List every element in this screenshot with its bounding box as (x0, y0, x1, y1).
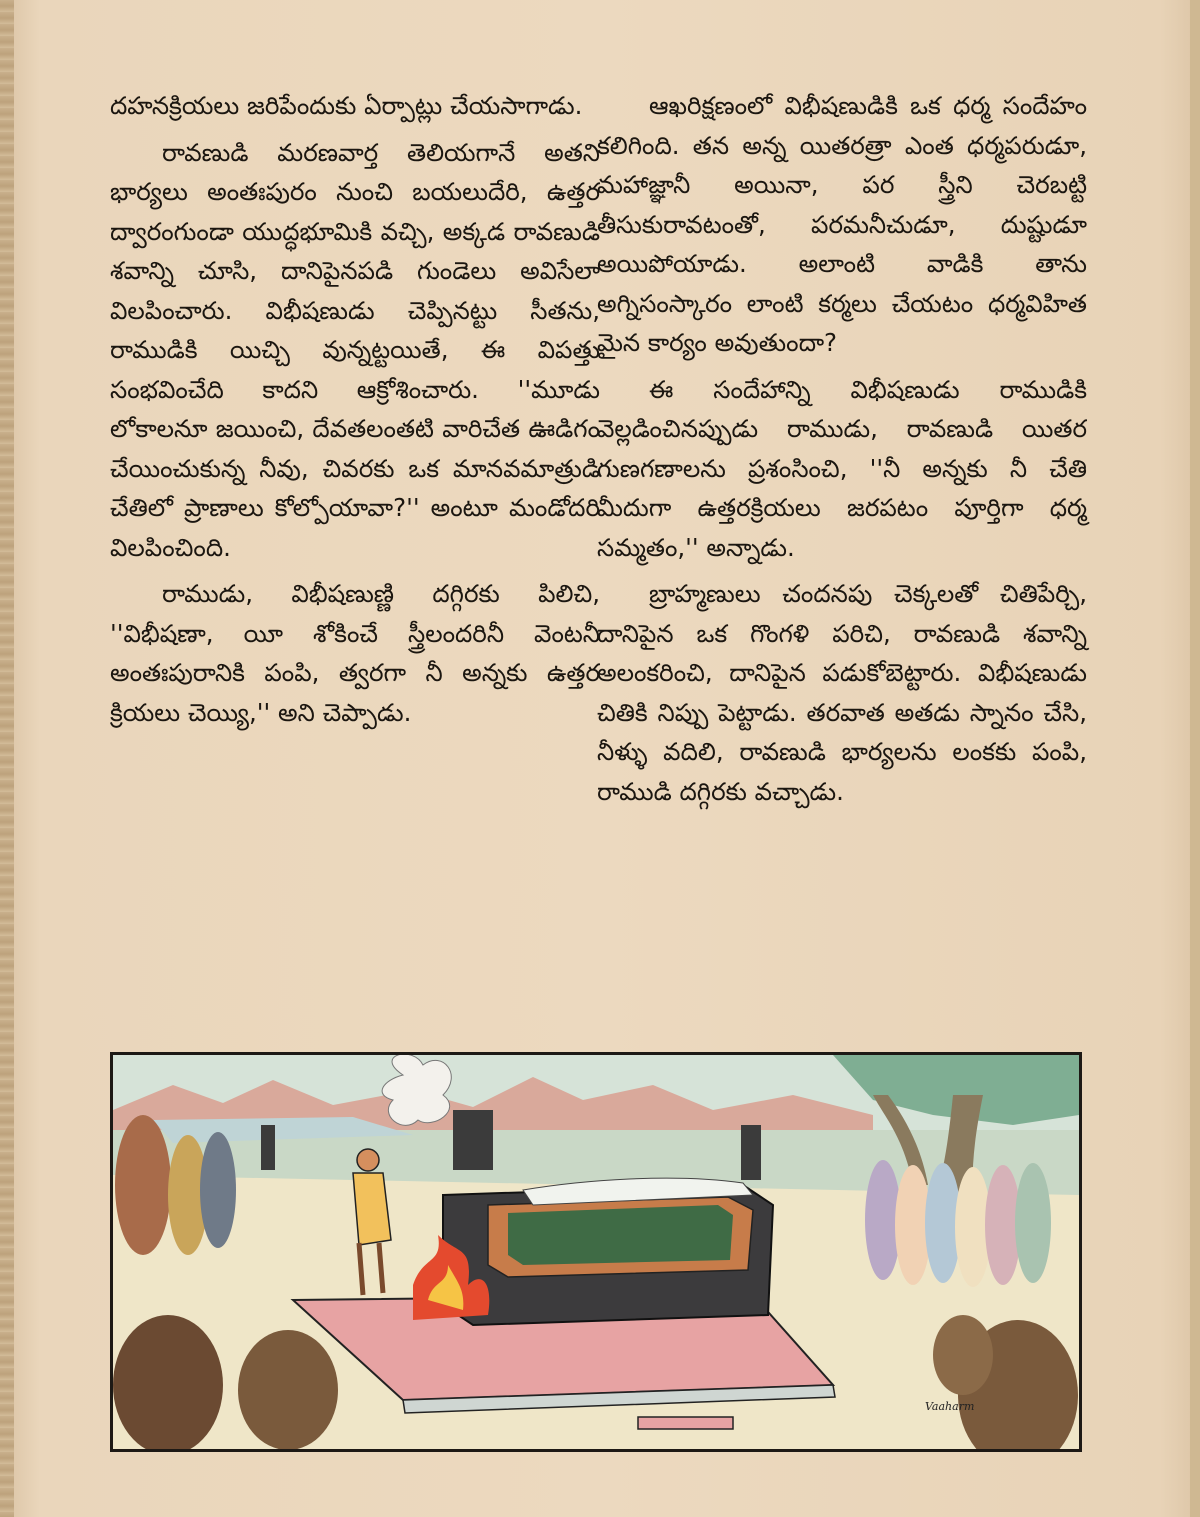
page-right-edge (1190, 0, 1200, 1517)
left-paragraph-3: రాముడు, విభీషణుణ్ణి దగ్గిరకు పిలిచి, ''విభీషణా, యీ శోకించే స్త్రీలందరినీ వెంటనీ అంతఃపురానికి పంపి, త్వరగా నీ అన్నకు ఉత్తర క్రియలు చెయ్యి,'' అని చెప్పాడు. (110, 579, 600, 727)
left-text-column (110, 86, 600, 739)
funeral-pyre-illustration (110, 1052, 1082, 1452)
book-spine-edge (0, 0, 14, 1517)
artist-signature: Vaaharm (925, 1400, 975, 1413)
right-paragraph-2: ఈ సందేహాన్ని విభీషణుడు రాముడికి వెల్లడించినప్పుడు రాముడు, రావణుడి యితర గుణగణాలను ప్రశంసించి, ''నీ అన్నకు నీ చేతి మీదుగా ఉత్తరక్రియలు జరపటం పూర్తిగా ధర్మ సమ్మతం,'' అన్నాడు. (597, 374, 1087, 562)
illustration-scene (113, 1055, 1079, 1449)
left-paragraph-2: రావణుడి మరణవార్త తెలియగానే అతని భార్యలు అంతఃపురం నుంచి బయలుదేరి, ఉత్తర ద్వారంగుండా యుద్ధభూమికి వచ్చి, అక్కడ రావణుడి శవాన్ని చూసి, దానిపైనపడి గుండెలు అవిసేలా విలపించారు. విభీషణుడు చెప్పినట్టు సీతను, రాముడికి యిచ్చి వున్నట్టయితే, ఈ విపత్తు సంభవించేది కాదని ఆక్రోశించారు. ''మూడు లోకాలనూ జయించి, దేవతలంతటి వారిచేత ఊడిగం చేయించుకున్న నీవు, చివరకు ఒక మానవమాత్రుడి చేతిలో ప్రాణాలు కోల్పోయావా?'' అంటూ మండోదరి విలపించింది. (110, 137, 600, 562)
left-paragraph-1: దహనక్రియలు జరిపేందుకు ఏర్పాట్లు చేయసాగాడు. (110, 91, 583, 120)
platform-step (638, 1417, 733, 1429)
pyre-green-cover (508, 1205, 733, 1265)
right-paragraph-3: బ్రాహ్మణులు చందనపు చెక్కలతో చితిపేర్చి, దానిపైన ఒక గొంగళి పరిచి, రావణుడి శవాన్ని అలంకరించి, దానిపైన పడుకోబెట్టారు. విభీషణుడు చితికి నిప్పు పెట్టాడు. తరవాత అతడు స్నానం చేసి, నీళ్ళు వదిలి, రావణుడి భార్యలను లంకకు పంపి, రాముడి దగ్గిరకు వచ్చాడు. (597, 579, 1087, 806)
right-text-column (597, 86, 1087, 818)
vibhishana-head (357, 1149, 379, 1171)
right-paragraph-1: ఆఖరిక్షణంలో విభీషణుడికి ఒక ధర్మ సందేహం కలిగింది. తన అన్న యితరత్రా ఎంత ధర్మపరుడూ, మహాజ్ఞానీ అయినా, పర స్త్రీని చెరబట్టి తీసుకురావటంతో, పరమనీచుడూ, దుష్టుడూ అయిపోయాడు. అలాంటి వాడికి తాను అగ్నిసంస్కారం లాంటి కర్మలు చేయటం ధర్మవిహిత మైన కార్యం అవుతుందా? (597, 91, 1087, 357)
